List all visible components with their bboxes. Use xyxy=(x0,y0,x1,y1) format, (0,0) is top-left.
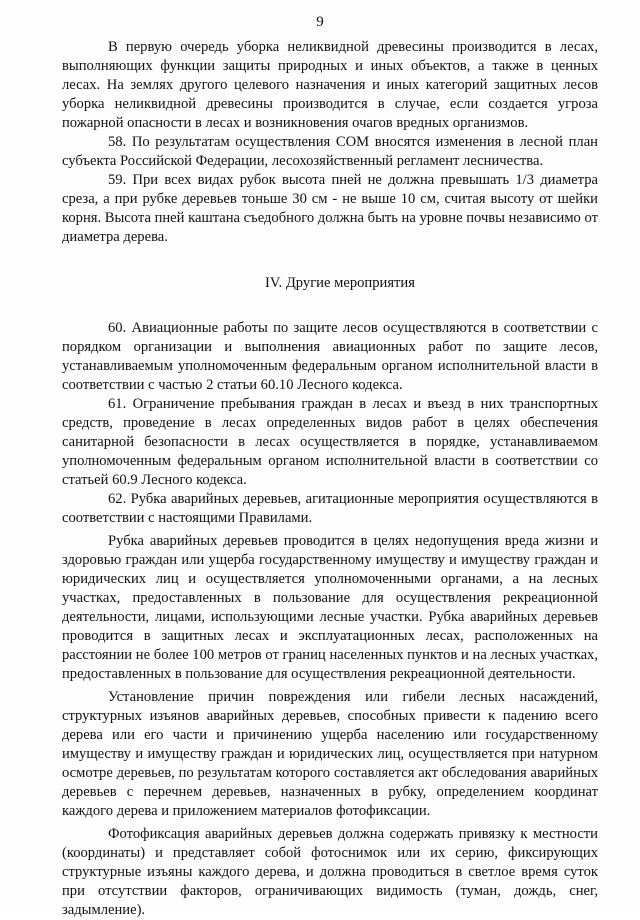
paragraph-damage-causes: Установление причин повреждения или гибели лесных насаждений, структурных изъянов аварийных деревьев, способных привести к падению всего дерева или его части и причинению ущерба населению или государственному имуществу и имуществу граждан и юридических лиц, осуществляется при натурном осмотре деревьев, по результатам которого составляется акт обследования аварийных деревьев с перечнем деревьев, назначенных в рубку, определением координат каждого дерева и приложением материалов фотофиксации. xyxy=(62,689,598,819)
document-body xyxy=(62,38,598,920)
page-number: 9 xyxy=(316,14,324,30)
paragraph-60: 60. Авиационные работы по защите лесов осуществляются в соответствии с порядком организации и выполнения авиационных работ по защите лесов, устанавливаемым уполномоченным федеральным органом исполнительной власти в соответствии с частью 2 статьи 60.10 Лесного кодекса. xyxy=(62,320,598,393)
paragraph-59: 59. При всех видах рубок высота пней не должна превышать 1/3 диаметра среза, а при рубке деревьев тоньше 30 см - не выше 10 см, считая высоту от шейки корня. Высота пней каштана съедобного должна быть на уровне почвы независимо от диаметра дерева. xyxy=(62,172,598,245)
paragraph-62: 62. Рубка аварийных деревьев, агитационные мероприятия осуществляются в соответствии с настоящими Правилами. xyxy=(62,491,598,526)
paragraph-cleanup: В первую очередь уборка неликвидной древесины производится в лесах, выполняющих функции защиты природных и иных объектов, а также в ценных лесах. На землях другого целевого назначения и иных категорий защитных лесов уборка неликвидной древесины производится в случае, если создается угроза пожарной опасности в лесах и возникновения очагов вредных организмов. xyxy=(62,39,598,131)
paragraph-emergency-felling: Рубка аварийных деревьев проводится в целях недопущения вреда жизни и здоровью граждан или ущерба государственному имуществу и имуществу граждан и юридических лиц и осуществляется уполномоченными органами, а на лесных участках, предоставленных в пользование для осуществления рекреационной деятельности, лицами, использующими лесные участки. Рубка аварийных деревьев проводится в защитных лесах и эксплуатационных лесах, расположенных на расстоянии не более 100 метров от границ населенных пунктов и на лесных участках, предоставленных в пользование для осуществления рекреационной деятельности. xyxy=(62,533,598,682)
paragraph-photo-fixation: Фотофиксация аварийных деревьев должна содержать привязку к местности (координаты) и представляет собой фотоснимок или их серию, фиксирующих структурные изъяны каждого дерева, и должна проводиться в светлое время суток при отсутствии факторов, ограничивающих видимость (туман, дождь, снег, задымление). xyxy=(62,826,598,918)
paragraph-61: 61. Ограничение пребывания граждан в лесах и въезд в них транспортных средств, проведение в лесах определенных видов работ в целях обеспечения санитарной безопасности в лесах осуществляется в порядке, устанавливаемом уполномоченным федеральным органом исполнительной власти в соответствии со статьей 60.9 Лесного кодекса. xyxy=(62,396,598,488)
paragraph-58: 58. По результатам осуществления СОМ вносятся изменения в лесной план субъекта Российской Федерации, лесохозяйственный регламент лесничества. xyxy=(62,134,598,169)
section-heading: IV. Другие мероприятия xyxy=(265,275,415,291)
